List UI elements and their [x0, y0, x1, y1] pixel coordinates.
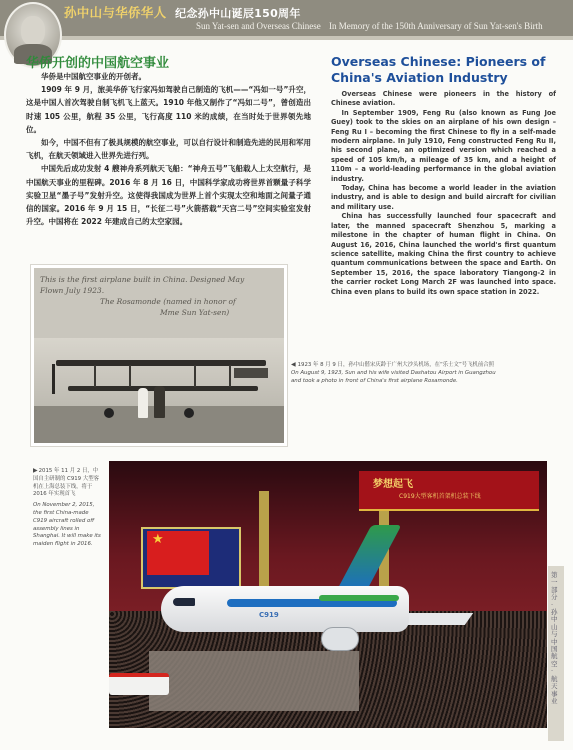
biplane-wheel [104, 408, 114, 418]
article-paragraph-cn: 如今，中国不但有了极具规模的航空事业，可以自行设计和制造先进的民用和军用飞机，在航天领域进入世界先进行列。 [26, 138, 311, 161]
tow-tug [109, 673, 169, 695]
aircraft-green-stripe [319, 595, 399, 601]
banner-text: 梦想起飞 [373, 479, 413, 490]
biplane-wheel [184, 408, 194, 418]
aircraft-fuselage [161, 586, 409, 632]
biplane-strut [129, 365, 131, 387]
flag-star-icon: ★ [152, 532, 164, 547]
article-body-en [331, 90, 556, 297]
photo1-caption-cn-text: 1923 年 8 月 9 日，孙中山偕宋庆龄于广州大沙头机场，在“乐士文”号飞机前合照 [297, 362, 495, 368]
article-paragraph-en: In September 1909, Feng Ru (also known as Fung Joe Guey) took to the skies on an airplane of his own design – Feng Ru I – becoming the first Chinese to fly in a self-made modern airplane. In July 1910, Feng constructed Feng Ru II, his second plane, an optimized version which reached a speed of 105 km/h, a mileage of 35 km, and a height of 110m – a world-leading performance in the global aviation industry. [331, 108, 556, 183]
header-title-cn [64, 3, 301, 21]
photo2-caption [33, 467, 103, 549]
biplane-upper-wing [56, 360, 266, 366]
article-body-cn [26, 70, 311, 228]
article-paragraph-cn: 华侨是中国航空事业的开创者。 [41, 72, 146, 81]
header-title-en [196, 21, 543, 31]
article-paragraph-cn: 1909 年 9 月，旅美华侨飞行家冯如驾驶自己制造的飞机——“冯如一号”升空，这是中国人首次驾驶自制飞机飞上蓝天。1910 年他又制作了“冯如二号”，曾创造出时速 105 公里，航程 35 公里，飞行高度 110 米的成绩，在当时处于世界领先地位。 [26, 85, 311, 134]
caption-arrow-icon: ◀ [291, 361, 296, 368]
side-strip-text: 第一部分 · 孙中山与中国航空 · 航天事业 [551, 571, 558, 705]
photo2-caption-cn-text: 2015 年 11 月 2 日，中国自主研制的 C919 大型客机在上海总装下线，将于 2016 年实现首飞 [33, 468, 99, 498]
handwriting-line: The Rosamonde (named in honor of [100, 297, 236, 306]
handwriting-line: Flown July 1923. [40, 286, 105, 295]
caption-arrow-icon: ▶ [33, 467, 38, 474]
header-stripe [0, 36, 573, 40]
biplane-tail [234, 368, 268, 378]
photo-c919-rollout [109, 461, 547, 728]
photo2-caption-en: On November 2, 2015, the first China-made C919 aircraft rolled off assembly lines in Shanghai. It will make its maiden flight in 2016. [33, 502, 101, 548]
hangar-floor [149, 651, 359, 711]
person-figure [138, 388, 148, 418]
handwriting-line: This is the first airplane built in China. Designed May [40, 275, 245, 284]
header-title-cn-main: 孙中山与华侨华人 [64, 5, 167, 20]
banner-subtext: C919大型客机首架机总装下线 [399, 493, 481, 500]
article-paragraph-en: China has successfully launched four spacecraft and later, the manned spacecraft Shenzhou 5, marking a milestone in the chapter of human flight in China. On August 16, 2016, China launched the world's first quantum science satellite, making China the first country to achieve quantum communications between the space and Earth. On September 15, 2016, the space laboratory Tiangong-2 in the carrier rocket Long March 2F was launched into space. China even plans to build its own space station in 2022. [331, 212, 556, 296]
photo1-caption-en: On August 9, 1923, Sun and his wife visited Dashatou Airport in Guangzhou and took a photo in front of China's first airplane Rosamonde. [291, 370, 496, 384]
photo1-caption-cn [291, 361, 506, 369]
header-title-en-left: Sun Yat-sen and Overseas Chinese [196, 21, 321, 31]
person-figure [154, 386, 165, 418]
header-title-cn-sub: 纪念孙中山诞辰150周年 [175, 7, 301, 20]
biplane-propeller [52, 364, 55, 394]
biplane-strut [229, 365, 231, 387]
aircraft-label: C919 [259, 611, 279, 619]
header-title-en-right: In Memory of the 150th Anniversary of Sun Yat-sen's Birth [328, 21, 543, 31]
photo1-caption [291, 361, 506, 385]
biplane-strut [194, 365, 196, 387]
biplane-strut [94, 365, 96, 387]
photo-1923-airplane [31, 265, 287, 446]
article-title-cn: 华侨开创的中国航空事业 [26, 56, 170, 71]
handwriting-line: Mme Sun Yat-sen) [160, 308, 230, 317]
aircraft-engine [321, 627, 359, 651]
article-paragraph-en: Overseas Chinese were pioneers in the history of Chinese aviation. [331, 90, 556, 108]
article-paragraph-en: Today, China has become a world leader in the aviation industry, and is able to design and build aircraft for civilian and military use. [331, 184, 556, 211]
photo-handwriting [40, 274, 278, 318]
photo2-caption-cn [33, 467, 103, 499]
aircraft-cockpit [173, 598, 195, 606]
portrait-face [21, 16, 45, 46]
article-title-en: Overseas Chinese: Pioneers of China's Aviation Industry [331, 54, 546, 85]
article-paragraph-cn: 中国先后成功发射 4 艘神舟系列航天飞船：“神舟五号”飞船载人上太空航行，是中国航天事业的里程碑。2016 年 8 月 16 日，中国科学家成功将世界首颗量子科学实验卫星“墨子号”发射升空。这使得我国成为世界上首个实现太空和地面之间量子通信的国家。2016 年 9 月 15 日，“长征二号”火箭搭载“天宫二号”空间实验室发射升空。中国将在 2022 年建成自己的太空家园。 [26, 164, 311, 227]
